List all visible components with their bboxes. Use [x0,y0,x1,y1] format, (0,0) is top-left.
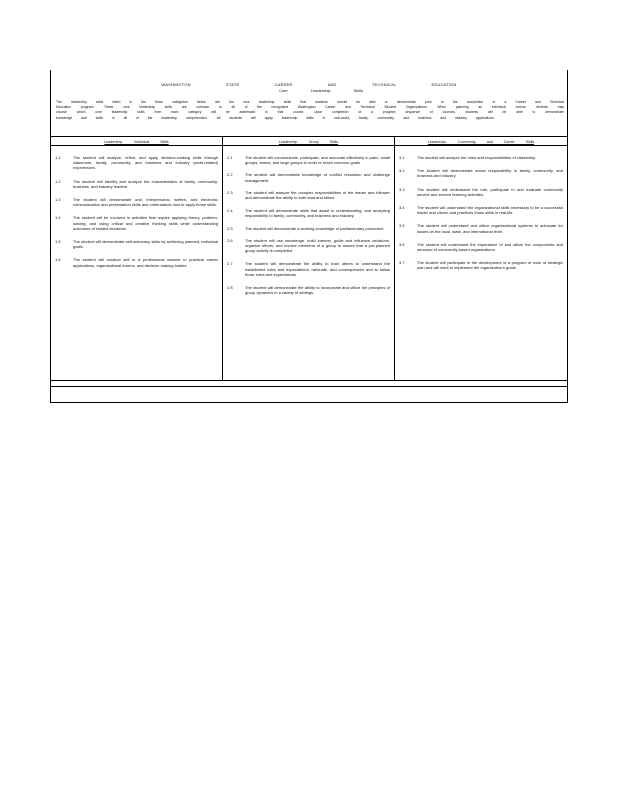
skill-number: 3.2 [399,168,405,174]
skill-item [55,197,218,207]
skill-text: The student will analyze the roles and responsibilities of citizenship. [417,155,537,160]
skill-text: The student will demonstrate oral, interpersonal, written, and electronic communication and presentation skills and understands how to apply those skills. [73,197,218,208]
skill-number: 3.5 [399,223,405,229]
skill-item [227,190,390,200]
column-group-skills [223,137,395,381]
skill-item [399,205,563,215]
skill-item [399,223,563,233]
skill-number: 3.1 [399,155,405,160]
skill-number: 2.2 [227,172,233,178]
skill-text: The student will demonstrate social responsibility in family, community, and business and industry. [417,168,563,179]
skill-number: 2.8 [227,285,233,291]
intro-paragraph: The leadership skills listed in the three categories below are the core leadership skills that students should be able to demonstrate prior to the completion of a Career and Technical Education program. These core leadership skills are common to all of the recognized Washington Career and Technical Student Organizations. When planning an individual course, districts may choose which core leadership skills from each category will be addressed in that course. Upon completion of a program sequence of courses, students will be able to demonstrate knowledge and skills in all of the leadership competencies. All students will apply leadership skills in real-world, family, community, and business and industry applications. [56,100,564,120]
skill-item [227,208,390,218]
skill-text: The student will participate in the development of a program of work or strategic plan and will work to implement the organization's goals. [417,260,563,271]
skill-number: 3.7 [399,260,405,266]
skill-number: 3.6 [399,241,405,247]
column-heading: Leadership: Group Skills [223,137,394,146]
skills-list [51,155,222,268]
skill-text: The student will understand the role, participate in and evaluate community service and service learning activities. [417,186,563,197]
skill-number: 1.4 [55,215,61,221]
skill-text: The student will demonstrate the ability to incorporate and utilize the principles of group dynamics in a variety of settings. [245,285,390,296]
skill-item [55,239,218,249]
skill-number: 1.5 [55,239,61,245]
skill-text: The student will demonstrate self-advocacy skills by achieving planned, individual goals. [73,239,218,250]
skill-number: 3.4 [399,205,405,211]
document-header [51,70,567,136]
column-heading: Leadership: Individual Skills [51,137,222,146]
skill-text: The student will demonstrate a working knowledge of parliamentary procedure. [245,225,385,231]
skill-text: The student will demonstrate skills that assist in understanding, and accepting responsibility to family, community, and business and industry. [245,208,390,219]
skill-item [55,179,218,189]
skill-number: 2.1 [227,155,233,160]
skill-item [399,187,563,197]
skill-item [227,238,390,254]
document-page [50,70,568,403]
skill-item [399,155,563,160]
skill-number: 1.6 [55,257,61,263]
skill-number: 1.1 [55,155,61,160]
skill-number: 2.7 [227,261,233,267]
skill-text: The student will analyze, refine, and apply decision-making skills through classroom, family, community, and business and industry (work-related) experiences. [73,155,218,171]
document-title: WASHINGTON STATE CAREER AND TECHNICAL EDUCATION [161,82,457,87]
skill-number: 2.6 [227,237,233,243]
skill-number: 3.3 [399,186,405,192]
skill-text: The student will understand the organizational skills necessary to be a successful leader and citizen and practices those skills in real-life. [417,205,563,216]
skills-list [223,155,394,295]
skill-text: The student will conduct self in a professional manner in practical career applications, organizational forums, and decision-making bodies. [73,257,218,268]
column-community-career-skills [395,137,567,381]
skills-list [395,155,567,271]
skill-number: 1.2 [55,178,61,184]
skill-item [399,242,563,252]
skill-item [399,260,563,270]
column-individual-skills [51,137,223,381]
table-bottom-rule [51,380,567,385]
skill-text: The student will demonstrate the ability to train others to understand the established rules and expectations, rationale, and consequences and to follow those rules and expectations. [245,261,390,277]
skill-number: 2.4 [227,208,233,214]
skills-table [51,136,567,381]
skill-text: The student will demonstrate knowledge of conflict resolution and challenge management. [245,172,390,183]
skill-text: The student will use knowledge, build interest, guide and influence decisions, organize efforts, and involve members of a group to assure that a pre-planned group activity is completed. [245,237,390,254]
skill-item [399,168,563,178]
skill-item [227,172,390,182]
column-heading: Leadership: Community and Career Skills [395,137,567,146]
skill-item [227,155,390,165]
skill-item [227,285,390,295]
skill-item [227,261,390,277]
skill-item [55,155,218,171]
skill-item [55,215,218,231]
skill-item [227,226,390,231]
table-bottom-rule-2 [51,386,567,387]
skill-text: The student will be involved in activities that require applying theory, problem-solving, and using critical and creative thinking skills while understanding outcomes of related decisions. [73,215,218,231]
skill-text: The student will analyze the complex responsibilities of the leader and follower and demonstrate the ability to both lead and follow. [245,189,390,201]
document-subtitle: Core Leadership Skills [278,88,364,93]
skill-text: The student will communicate, participate, and advocate effectively in pairs, small groups, teams, and large groups in order to reach common goals. [245,155,390,166]
skill-item [55,257,218,267]
skill-text: The student will understand and utilize organizational systems to advocate for issues on the local, state, and international level. [417,223,563,234]
skill-text: The student will understand the importance of and utilize the components and structure of community-based organizations. [417,241,563,253]
skill-number: 2.3 [227,189,233,195]
skill-number: 1.3 [55,197,61,203]
skill-text: The student will identify and analyze the characteristics of family, community, business, and industry leaders. [73,178,218,189]
skill-number: 2.5 [227,225,233,231]
